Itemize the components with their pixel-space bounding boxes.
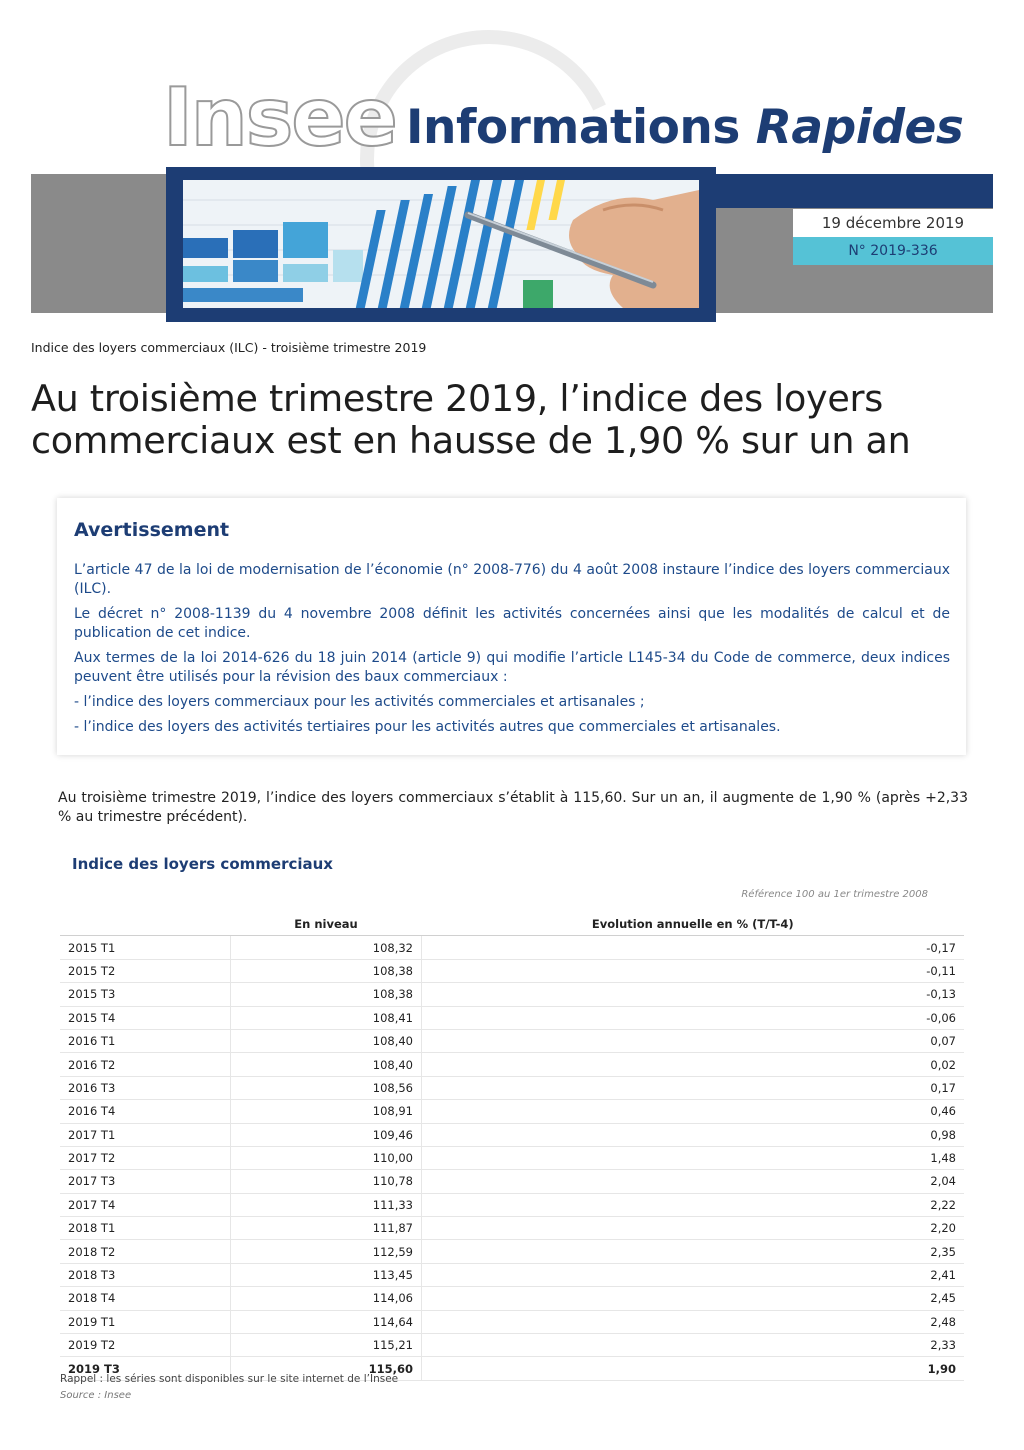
- cell-period: 2016 T1: [60, 1029, 231, 1052]
- cell-period: 2015 T1: [60, 936, 231, 959]
- cell-evolution: -0,06: [422, 1006, 965, 1029]
- publication-number: N° 2019-336: [793, 237, 993, 265]
- cell-evolution: -0,17: [422, 936, 965, 959]
- table-row: [60, 959, 964, 982]
- table-row: [60, 1123, 964, 1146]
- intro-paragraph: Au troisième trimestre 2019, l’indice des loyers commerciaux s’établit à 115,60. Sur un an, il augmente de 1,90 % (après +2,33 % au trimestre précédent).: [58, 790, 968, 825]
- table-row: [60, 1263, 964, 1286]
- cell-period: 2016 T3: [60, 1076, 231, 1099]
- cell-level: 108,91: [231, 1100, 422, 1123]
- cell-evolution: 2,22: [422, 1193, 965, 1216]
- chart-with-pen-illustration: [183, 180, 699, 308]
- cell-level: 110,00: [231, 1146, 422, 1169]
- table-row: [60, 1334, 964, 1357]
- cell-evolution: 2,04: [422, 1170, 965, 1193]
- cell-level: 108,56: [231, 1076, 422, 1099]
- warning-text: [74, 561, 950, 743]
- cell-evolution: 2,33: [422, 1334, 965, 1357]
- cell-level: 110,78: [231, 1170, 422, 1193]
- cell-period: 2017 T4: [60, 1193, 231, 1216]
- warning-paragraph: - l’indice des loyers des activités tertiaires pour les activités autres que commerciales et artisanales.: [74, 719, 781, 735]
- publication-date: 19 décembre 2019: [793, 209, 993, 237]
- cell-level: 108,41: [231, 1006, 422, 1029]
- table-row: [60, 983, 964, 1006]
- cell-level: 108,38: [231, 983, 422, 1006]
- table-row: [60, 1240, 964, 1263]
- table-row: [60, 1217, 964, 1240]
- cell-period: 2017 T2: [60, 1146, 231, 1169]
- warning-paragraph: L’article 47 de la loi de modernisation de l’économie (n° 2008-776) du 4 août 2008 instaure l’indice des loyers commerciaux (ILC).: [74, 562, 950, 597]
- cell-period: 2018 T4: [60, 1287, 231, 1310]
- cell-level: 115,21: [231, 1334, 422, 1357]
- cell-level: 114,64: [231, 1310, 422, 1333]
- cell-evolution: 0,17: [422, 1076, 965, 1099]
- table-note: Rappel : les séries sont disponibles sur le site internet de l’Insee: [60, 1373, 399, 1385]
- warning-title: Avertissement: [74, 519, 230, 541]
- warning-paragraph: Le décret n° 2008-1139 du 4 novembre 2008 définit les activités concernées ainsi que les modalités de calcul et de publication de cet indice.: [74, 606, 950, 641]
- cell-period: 2018 T2: [60, 1240, 231, 1263]
- cell-level: 114,06: [231, 1287, 422, 1310]
- table-row: [60, 1310, 964, 1333]
- cell-period: 2019 T3: [60, 1357, 231, 1380]
- cell-level: 108,40: [231, 1029, 422, 1052]
- cell-period: 2019 T2: [60, 1334, 231, 1357]
- warning-paragraph: Aux termes de la loi 2014-626 du 18 juin 2014 (article 9) qui modifie l’article L145-34 du Code de commerce, deux indices peuvent être utilisés pour la révision des baux commerciaux :: [74, 650, 950, 685]
- table-header-row: [60, 913, 964, 936]
- header-photo: [183, 180, 699, 308]
- cell-period: 2018 T1: [60, 1217, 231, 1240]
- table-body: [60, 936, 964, 1380]
- table-row: [60, 1100, 964, 1123]
- publication-title: [406, 100, 964, 155]
- cell-period: 2017 T1: [60, 1123, 231, 1146]
- cell-evolution: -0,13: [422, 983, 965, 1006]
- cell-evolution: 1,90: [422, 1357, 965, 1380]
- table-row: [60, 1076, 964, 1099]
- cell-evolution: 0,07: [422, 1029, 965, 1052]
- ilc-table: [60, 913, 964, 1381]
- table-title: Indice des loyers commerciaux: [72, 855, 333, 873]
- cell-evolution: 2,45: [422, 1287, 965, 1310]
- warning-paragraph: - l’indice des loyers commerciaux pour les activités commerciales et artisanales ;: [74, 694, 645, 710]
- title-italic: Rapides: [755, 100, 964, 155]
- cell-level: 113,45: [231, 1263, 422, 1286]
- cell-evolution: 0,02: [422, 1053, 965, 1076]
- cell-period: 2017 T3: [60, 1170, 231, 1193]
- table-row: [60, 1029, 964, 1052]
- table-row: [60, 1170, 964, 1193]
- header-cell-level: En niveau: [231, 913, 422, 936]
- table-row: [60, 1287, 964, 1310]
- cell-period: 2016 T4: [60, 1100, 231, 1123]
- cell-level: 108,38: [231, 959, 422, 982]
- cell-level: 108,40: [231, 1053, 422, 1076]
- table-source: Source : Insee: [60, 1390, 132, 1401]
- cell-evolution: 2,48: [422, 1310, 965, 1333]
- page-subtitle: Indice des loyers commerciaux (ILC) - troisième trimestre 2019: [31, 340, 427, 355]
- cell-evolution: 0,98: [422, 1123, 965, 1146]
- title-main: Informations: [406, 100, 740, 155]
- table-row: [60, 1053, 964, 1076]
- table-row: [60, 936, 964, 959]
- table-row: [60, 1193, 964, 1216]
- cell-evolution: 0,46: [422, 1100, 965, 1123]
- page-headline: Au troisième trimestre 2019, l’indice des loyers commerciaux est en hausse de 1,90 % sur un an: [31, 377, 911, 462]
- insee-logo: Insee: [163, 71, 396, 164]
- table-reference: Référence 100 au 1er trimestre 2008: [741, 889, 928, 900]
- cell-level: 108,32: [231, 936, 422, 959]
- cell-period: 2016 T2: [60, 1053, 231, 1076]
- table-row: [60, 1146, 964, 1169]
- cell-period: 2015 T2: [60, 959, 231, 982]
- cell-evolution: 1,48: [422, 1146, 965, 1169]
- cell-evolution: 2,20: [422, 1217, 965, 1240]
- cell-evolution: -0,11: [422, 959, 965, 982]
- header-cell-period: [60, 913, 231, 936]
- cell-evolution: 2,41: [422, 1263, 965, 1286]
- cell-period: 2019 T1: [60, 1310, 231, 1333]
- cell-level: 115,60: [231, 1357, 422, 1380]
- cell-level: 111,87: [231, 1217, 422, 1240]
- header-cell-evolution: Evolution annuelle en % (T/T-4): [422, 913, 965, 936]
- cell-period: 2015 T4: [60, 1006, 231, 1029]
- cell-level: 109,46: [231, 1123, 422, 1146]
- cell-evolution: 2,35: [422, 1240, 965, 1263]
- header-blue-band: [715, 174, 993, 208]
- cell-period: 2018 T3: [60, 1263, 231, 1286]
- cell-level: 111,33: [231, 1193, 422, 1216]
- cell-level: 112,59: [231, 1240, 422, 1263]
- cell-period: 2015 T3: [60, 983, 231, 1006]
- table-row: [60, 1006, 964, 1029]
